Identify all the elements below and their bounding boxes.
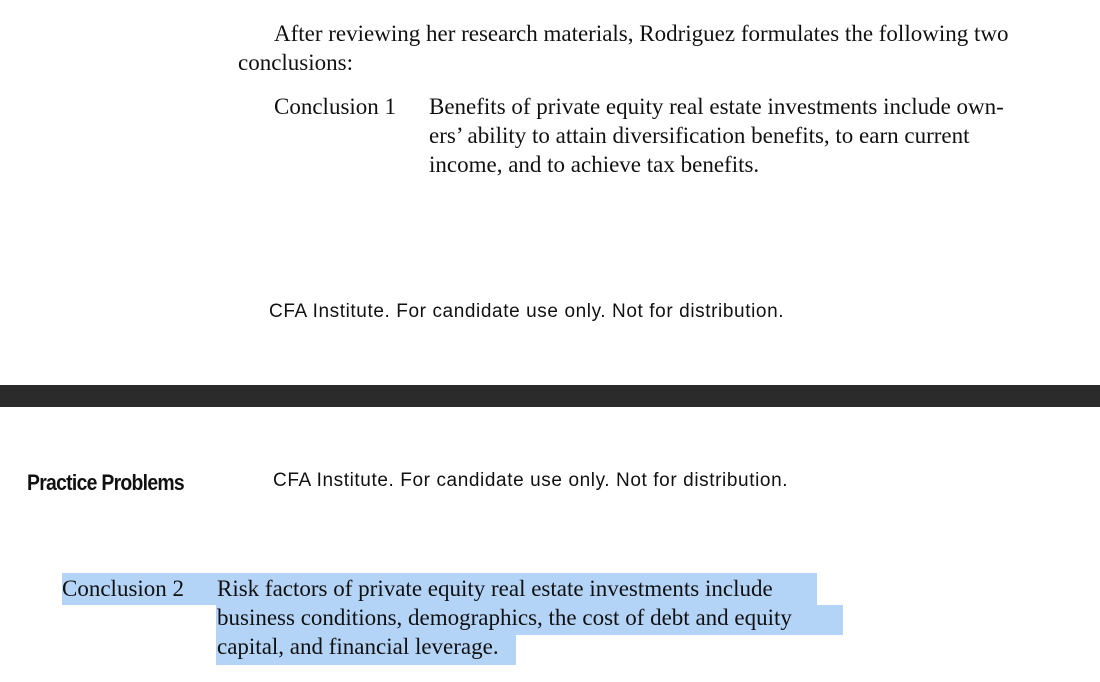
footer-watermark: CFA Institute. For candidate use only. Not for distribution. [269, 301, 785, 322]
conclusion-1-line-2: ers’ ability to attain diversification benefits, to earn current [429, 123, 970, 148]
page-separator [0, 385, 1100, 407]
conclusion-1-line-1: Benefits of private equity real estate investments include own- [429, 94, 1004, 119]
header-watermark: CFA Institute. For candidate use only. Not for distribution. [273, 470, 789, 491]
intro-paragraph-line-1: After reviewing her research materials, Rodriguez formulates the following two [274, 21, 1009, 46]
document-page-bottom [0, 407, 1100, 682]
conclusion-2-label[interactable]: Conclusion 2 [62, 576, 185, 601]
intro-paragraph-line-2: conclusions: [238, 50, 353, 75]
conclusion-2-line-1[interactable]: Risk factors of private equity real estate investments include [217, 576, 773, 601]
conclusion-2-line-2[interactable]: business conditions, demographics, the cost of debt and equity [217, 605, 792, 630]
conclusion-1-line-3: income, and to achieve tax benefits. [429, 152, 760, 177]
running-head: Practice Problems [27, 470, 184, 495]
conclusion-2-line-3[interactable]: capital, and financial leverage. [217, 634, 499, 659]
conclusion-1-label: Conclusion 1 [274, 94, 397, 119]
